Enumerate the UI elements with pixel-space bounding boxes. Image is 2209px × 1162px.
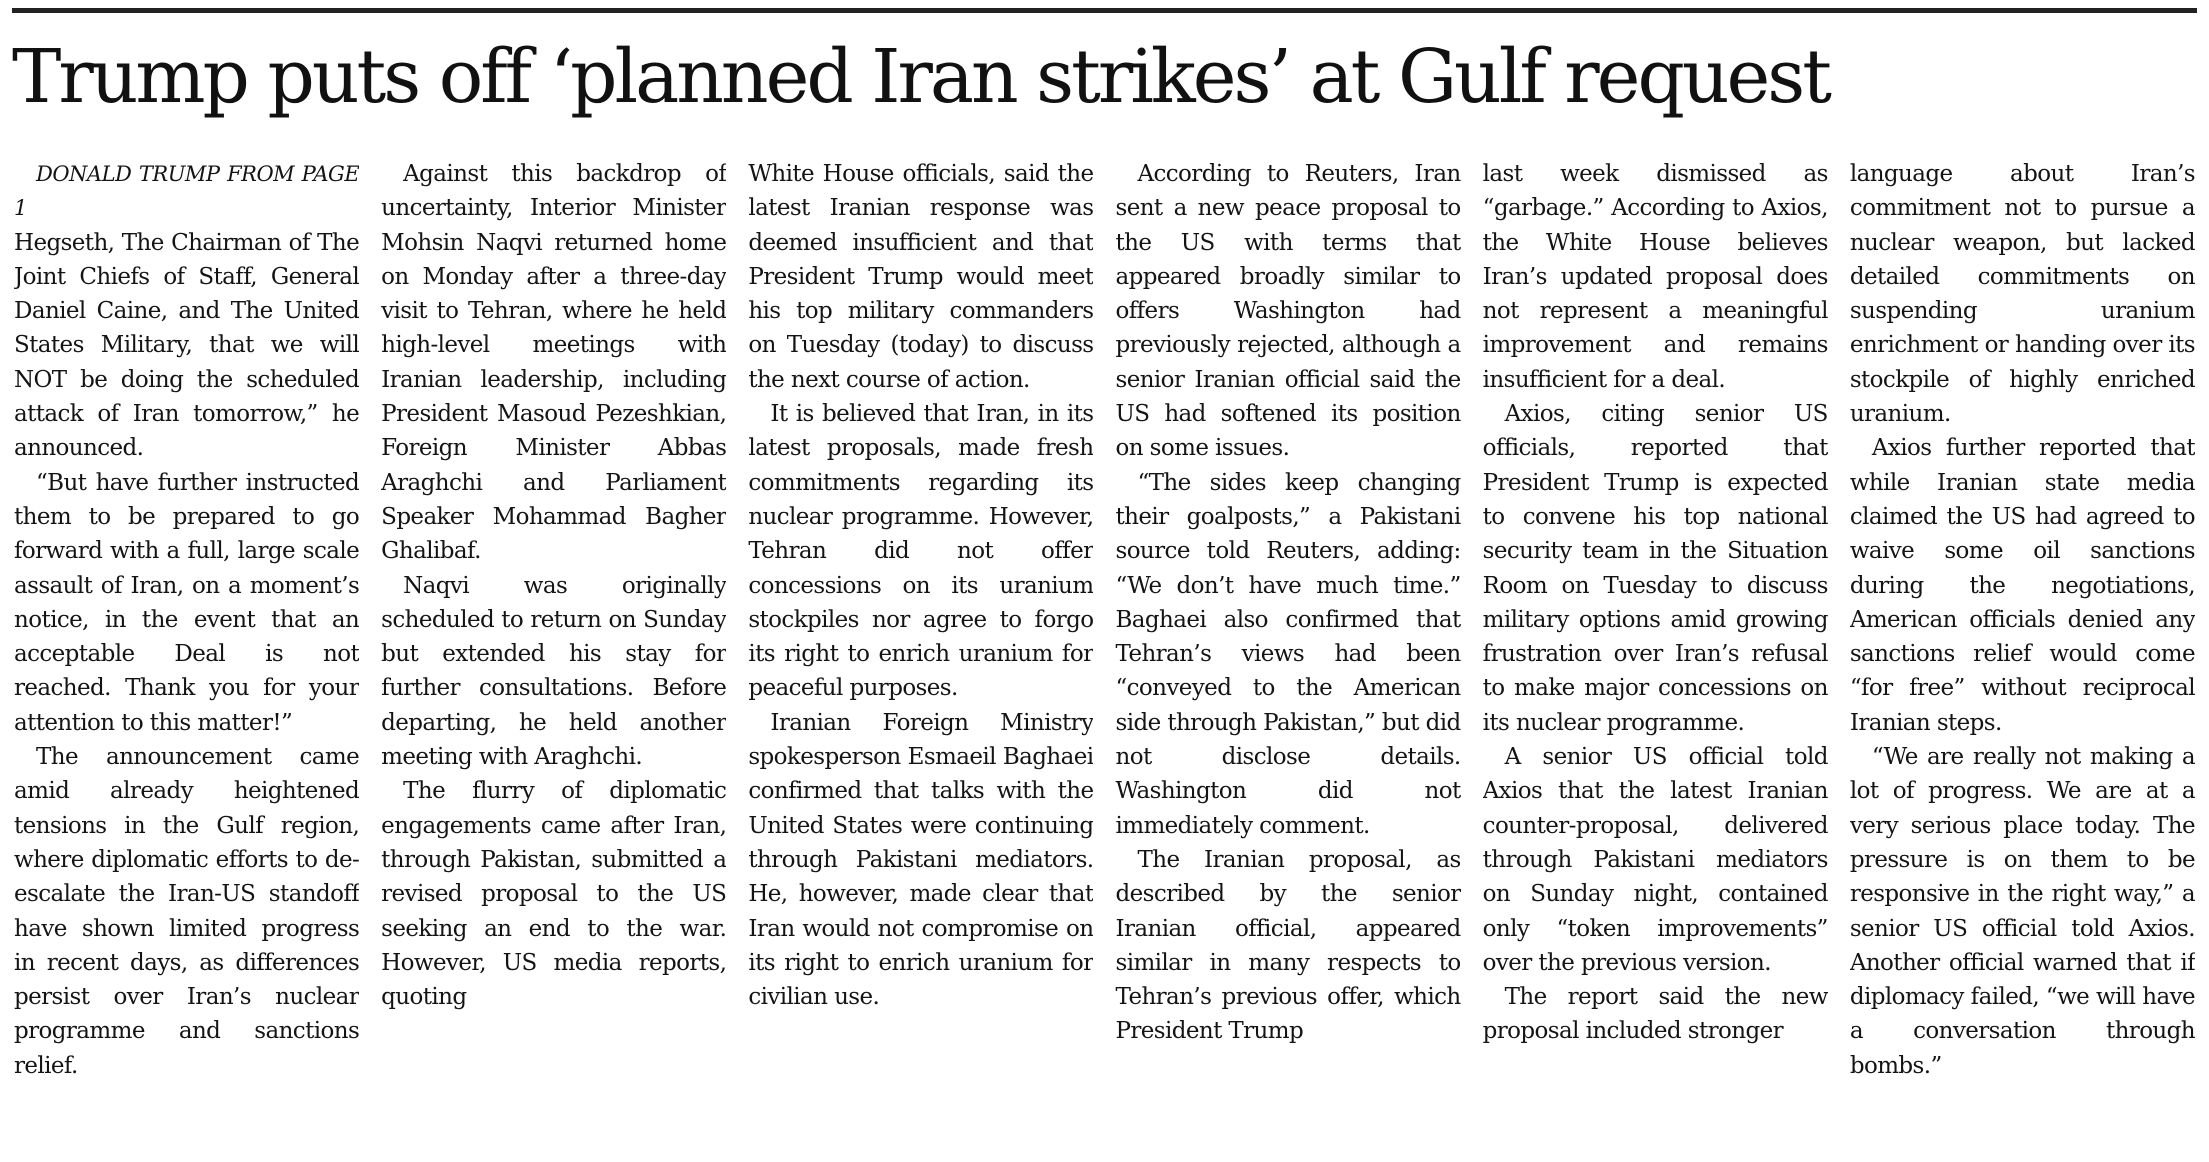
paragraph: Axios, citing senior US officials, reported that President Trump is expected to convene his top national security team in the Situation Room on Tuesday to discuss military options amid growing frustration over Iran’s refusal to make major concessions on its nuclear programme. (1482, 401, 1828, 736)
paragraph: “But have further instructed them to be prepared to go forward with a full, large scale assault of Iran, on a moment’s notice, in the event that an acceptable Deal is not reached. Thank you for your attention to this matter!” (14, 469, 360, 736)
paragraph: White House officials, said the latest Iranian response was deemed insufficient and that President Trump would meet his top military commanders on Tuesday (today) to discuss the next course of action. (748, 161, 1094, 393)
paragraph: last week dismissed as “garbage.” According to Axios, the White House believes Iran’s updated proposal does not represent a meaningful improvement and remains insufficient for a deal. (1482, 161, 1828, 393)
paragraph: A senior US official told Axios that the latest Iranian counter-proposal, delivered through Pakistani mediators on Sunday night, contained only “token improvements” over the previous version. (1482, 744, 1828, 976)
paragraph: language about Iran’s commitment not to pursue a nuclear weapon, but lacked detailed commitments on suspending uranium enrichment or handing over its stockpile of highly enriched uranium. (1849, 161, 2195, 428)
paragraph: “We are really not making a lot of progress. We are at a very serious place today. The pressure is on them to be responsive in the right way,” a senior US official told Axios. Another official warned that if diplomacy failed, “we will have a conversation through bombs.” (1849, 744, 2195, 1079)
top-rule (12, 8, 2197, 13)
column-1 (14, 157, 359, 1152)
paragraph: Naqvi was originally scheduled to return on Sunday but extended his stay for further consultations. Before departing, he held another meeting with Araghchi. (381, 572, 727, 771)
paragraph: The flurry of diplomatic engagements came after Iran, through Pakistan, submitted a revised proposal to the US seeking an end to the war. However, US media reports, quoting (381, 778, 727, 1011)
headline: Trump puts off ‘planned Iran strikes’ at Gulf request (12, 34, 1829, 120)
paragraph: According to Reuters, Iran sent a new peace proposal to the US with terms that appeared broadly similar to offers Washington had previously rejected, although a senior Iranian official said the US had softened its position on some issues. (1115, 161, 1461, 462)
paragraph: The report said the new proposal included stronger (1482, 984, 1828, 1045)
column-5 (1483, 157, 1828, 1152)
kicker: DONALD TRUMP FROM PAGE 1 (14, 162, 360, 221)
article-body (14, 157, 2195, 1152)
column-6 (1850, 157, 2195, 1152)
column-2 (381, 157, 726, 1152)
paragraph: The Iranian proposal, as described by the senior Iranian official, appeared similar in many respects to Tehran’s previous offer, which President Trump (1115, 846, 1461, 1045)
paragraph: It is believed that Iran, in its latest proposals, made fresh commitments regarding its nuclear programme. However, Tehran did not offer concessions on its uranium stockpiles nor agree to forgo its right to enrich uranium for peaceful purposes. (748, 401, 1094, 702)
paragraph: Hegseth, The Chairman of The Joint Chiefs of Staff, General Daniel Caine, and The United States Military, that we will NOT be doing the scheduled attack of Iran tomorrow,” he announced. (14, 229, 360, 462)
paragraph: Iranian Foreign Ministry spokesperson Esmaeil Baghaei confirmed that talks with the United States were continuing through Pakistani mediators. He, however, made clear that Iran would not compromise on its right to enrich uranium for civilian use. (748, 709, 1094, 1011)
paragraph: “The sides keep changing their goalposts,” a Pakistani source told Reuters, adding: “We don’t have much time.” Baghaei also confirmed that Tehran’s views had been “conveyed to the American side through Pakistan,” but did not disclose details. Washington did not immediately comment. (1115, 469, 1461, 839)
column-4 (1115, 157, 1460, 1152)
paragraph: The announcement came amid already heightened tensions in the Gulf region, where diplomatic efforts to de-escalate the Iran-US standoff have shown limited progress in recent days, as differences persist over Iran’s nuclear programme and sanctions relief. (14, 744, 360, 1079)
column-3 (748, 157, 1093, 1152)
paragraph: Axios further reported that while Iranian state media claimed the US had agreed to waive some oil sanctions during the negotiations, American officials denied any sanctions relief would come “for free” without reciprocal Iranian steps. (1849, 435, 2195, 736)
paragraph: Against this backdrop of uncertainty, Interior Minister Mohsin Naqvi returned home on Monday after a three-day visit to Tehran, where he held high-level meetings with Iranian leadership, including President Masoud Pezeshkian, Foreign Minister Abbas Araghchi and Parliament Speaker Mohammad Bagher Ghalibaf. (381, 161, 727, 565)
